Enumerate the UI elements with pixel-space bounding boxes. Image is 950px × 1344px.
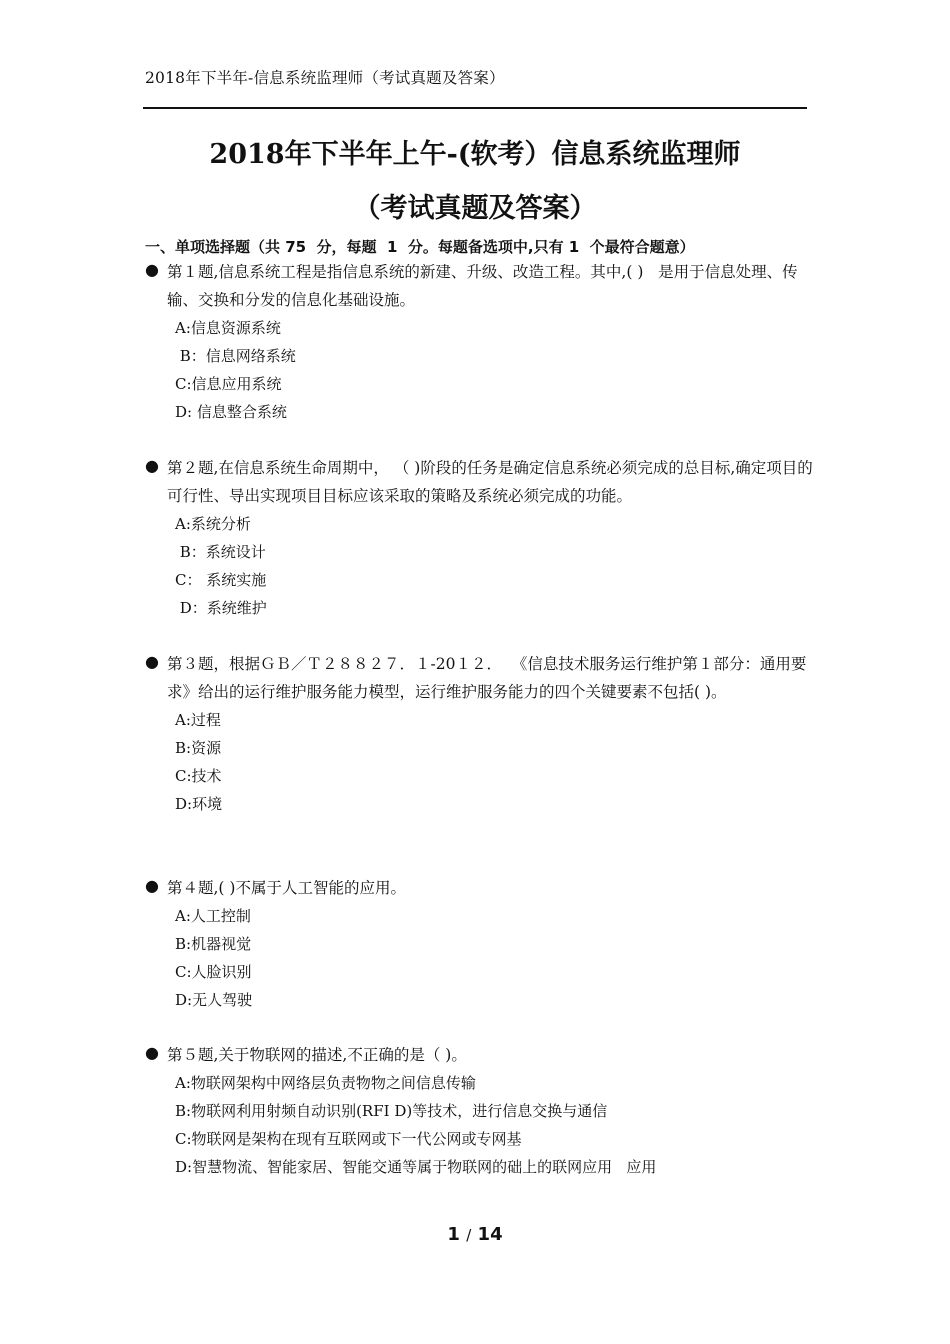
question-stem: 第５题,关于物联网的描述,不正确的是（ )。 [167,1046,467,1064]
question-3 [145,650,815,818]
option-b: B:资源 [175,739,222,757]
document-subtitle: （考试真题及答案） [353,193,597,224]
option-a: A:物联网架构中网络层负责物物之间信息传输 [175,1074,476,1092]
option-b: B:物联网利用射频自动识别(RFI D)等技术，进行信息交换与通信 [175,1102,608,1120]
bullet-icon: ● [145,260,159,279]
question-stem: 第２题,在信息系统生命周期中， （ )阶段的任务是确定信息系统必须完成的总目标,确定项目的可行性、导出实现项目目标应该采取的策略及系统必须完成的功能。 [167,459,813,505]
option-d: D:无人驾驶 [175,991,253,1009]
bullet-icon: ● [145,876,159,895]
option-b: B:机器视觉 [175,935,252,953]
question-5 [145,1041,815,1181]
question-2 [145,454,815,622]
question-stem: 第１题,信息系统工程是指信息系统的新建、升级、改造工程。其中,( ) 是用于信息处理、传输、交换和分发的信息化基础设施。 [167,263,798,309]
option-c: C:技术 [175,767,222,785]
question-1 [145,258,815,426]
document-title: 2018年下半年上午-(软考）信息系统监理师 [209,139,741,170]
option-c: C:物联网是架构在现有互联网或下一代公网或专网基 [175,1130,522,1148]
option-d: D: 信息整合系统 [175,403,287,421]
question-4 [145,874,815,1014]
option-c: C:信息应用系统 [175,375,282,393]
header-rule [143,107,807,109]
running-header: 2018年下半年-信息系统监理师（考试真题及答案） [145,69,505,87]
option-c: C： 系统实施 [175,571,267,589]
option-d: D:智慧物流、智能家居、智能交通等属于物联网的础上的联网应用 应用 [175,1158,657,1176]
current-page: 1 [447,1224,460,1245]
option-c: C:人脸识别 [175,963,252,981]
question-stem: 第４题,( )不属于人工智能的应用。 [167,879,406,897]
option-b: B：信息网络系统 [175,347,296,365]
option-d: D:环境 [175,795,223,813]
option-b: B：系统设计 [175,543,266,561]
option-a: A:系统分析 [175,515,251,533]
question-stem: 第３题，根据ＧＢ／Ｔ２８８２７．１-20１２． 《信息技术服务运行维护第１部分：通用要求》给出的运行维护服务能力模型，运行维护服务能力的四个关键要素不包括( )。 [167,655,807,701]
page-separator: / [466,1226,472,1244]
option-a: A:信息资源系统 [175,319,281,337]
bullet-icon: ● [145,456,159,475]
page-number [0,1224,950,1245]
bullet-icon: ● [145,1043,159,1062]
section-heading: 一、单项选择题（共 75 分，每题 1 分。每题备选项中,只有 1 个最符合题意） [145,238,695,256]
bullet-icon: ● [145,652,159,671]
option-a: A:人工控制 [175,907,251,925]
total-pages: 14 [477,1224,503,1245]
option-d: D：系统维护 [175,599,267,617]
option-a: A:过程 [175,711,221,729]
